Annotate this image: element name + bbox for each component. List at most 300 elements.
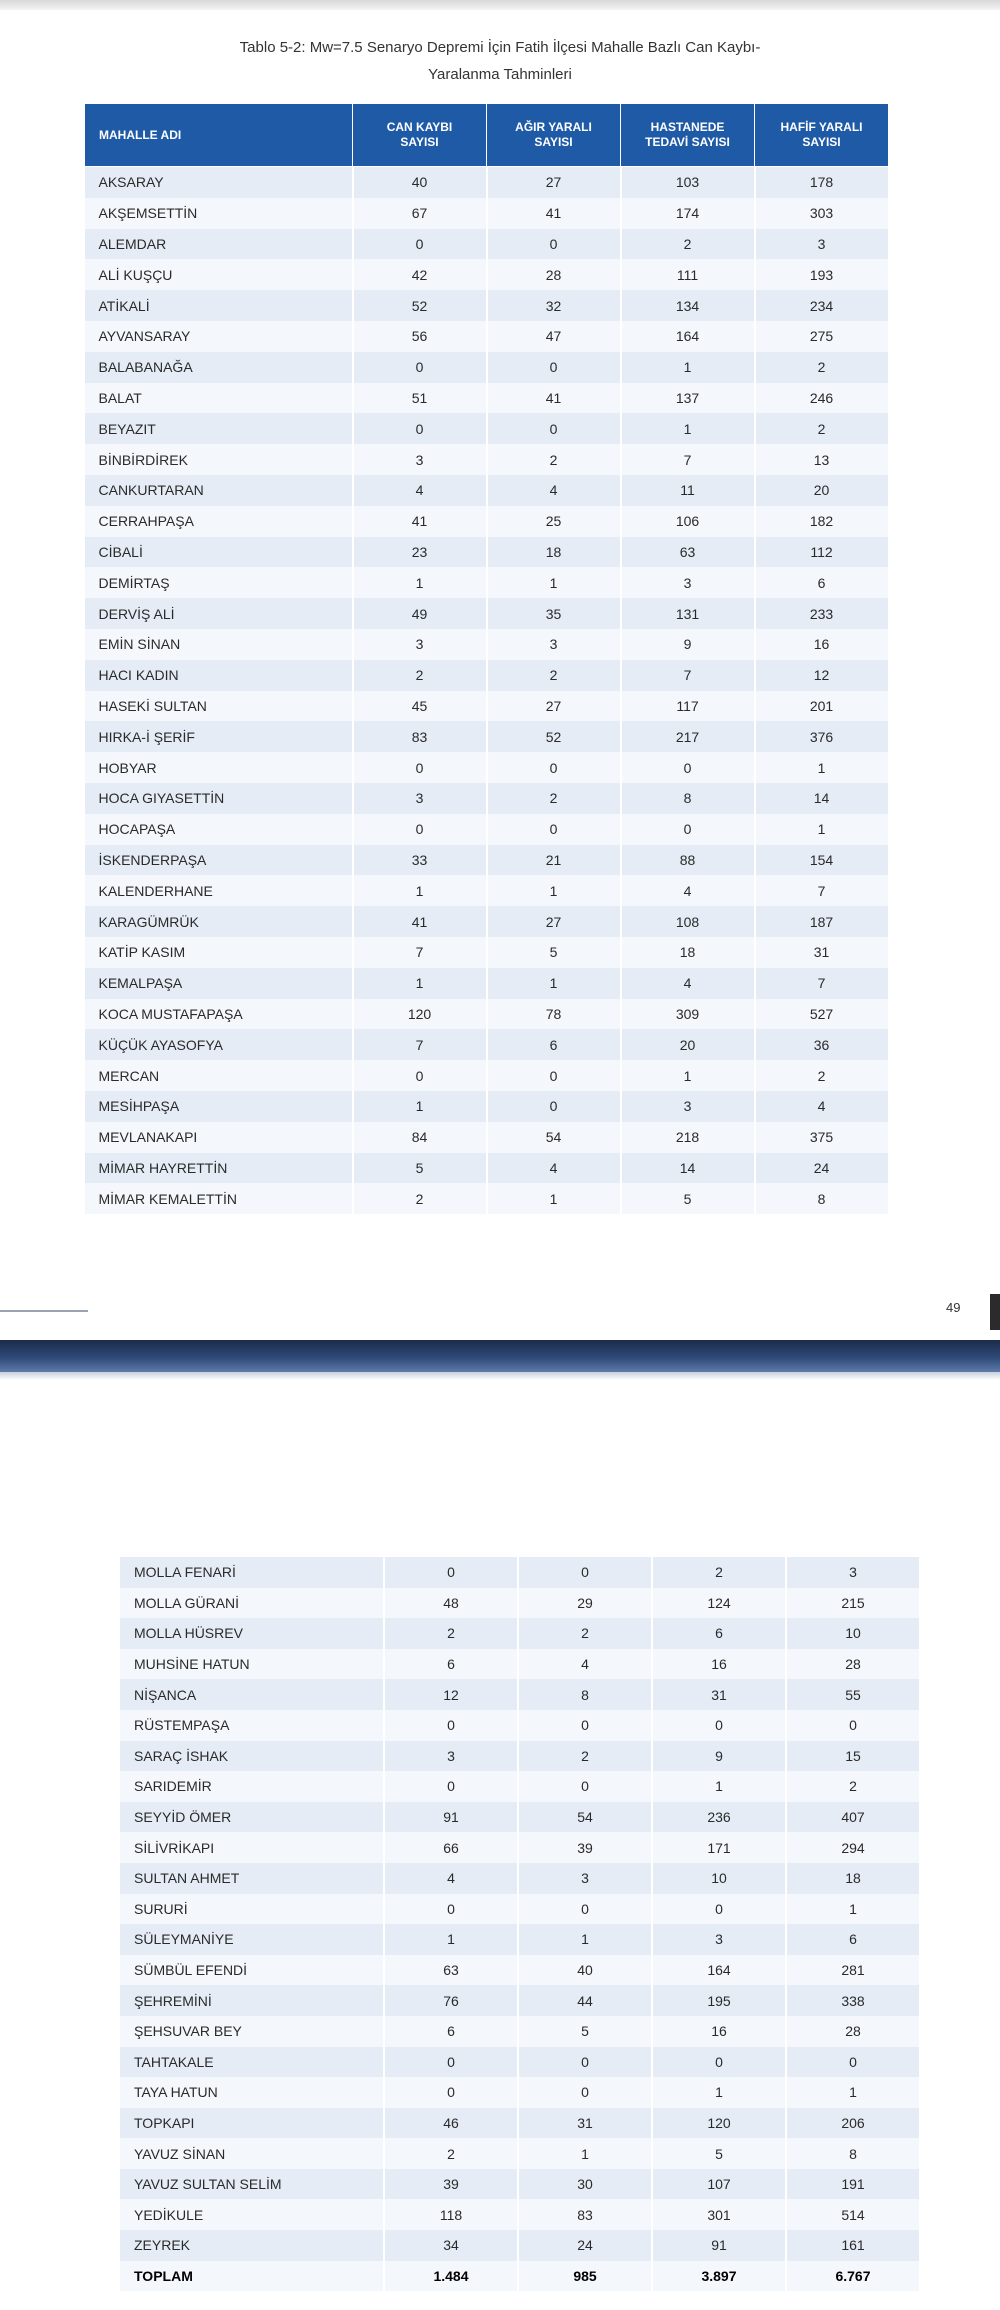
value-cell: 4 — [621, 968, 755, 999]
total-value-cell: 1.484 — [384, 2261, 518, 2292]
value-cell: 7 — [755, 875, 889, 906]
value-cell: 0 — [384, 2047, 518, 2078]
value-cell: 39 — [518, 1832, 652, 1863]
mahalle-name-cell: TAHTAKALE — [120, 2047, 384, 2078]
value-cell: 4 — [755, 1091, 889, 1122]
table-row — [85, 383, 889, 414]
caption-line-1: Tablo 5-2: Mw=7.5 Senaryo Depremi İçin Fatih İlçesi Mahalle Bazlı Can Kaybı- — [239, 39, 761, 56]
value-cell: 8 — [786, 2138, 920, 2169]
mahalle-name-cell: KALENDERHANE — [85, 875, 353, 906]
value-cell: 111 — [621, 259, 755, 290]
table-row — [85, 906, 889, 937]
mahalle-name-cell: KOCA MUSTAFAPAŞA — [85, 999, 353, 1030]
table-row — [120, 2230, 920, 2261]
value-cell: 51 — [353, 383, 487, 414]
value-cell: 3 — [384, 1741, 518, 1772]
value-cell: 0 — [487, 352, 621, 383]
value-cell: 3 — [353, 444, 487, 475]
value-cell: 120 — [353, 999, 487, 1030]
mahalle-name-cell: MİMAR KEMALETTİN — [85, 1183, 353, 1214]
mahalle-name-cell: MOLLA GÜRANİ — [120, 1588, 384, 1619]
value-cell: 3 — [353, 783, 487, 814]
value-cell: 5 — [621, 1183, 755, 1214]
value-cell: 54 — [487, 1122, 621, 1153]
value-cell: 5 — [487, 937, 621, 968]
value-cell: 0 — [621, 814, 755, 845]
column-header-mahalle-adi: MAHALLE ADI — [85, 104, 353, 167]
table-row — [120, 2108, 920, 2139]
mahalle-name-cell: MERCAN — [85, 1060, 353, 1091]
mahalle-name-cell: SÜMBÜL EFENDİ — [120, 1955, 384, 1986]
value-cell: 78 — [487, 999, 621, 1030]
value-cell: 15 — [786, 1741, 920, 1772]
table-row — [120, 1618, 920, 1649]
value-cell: 39 — [384, 2169, 518, 2200]
value-cell: 195 — [652, 1985, 786, 2016]
table-row — [85, 506, 889, 537]
value-cell: 218 — [621, 1122, 755, 1153]
value-cell: 10 — [786, 1618, 920, 1649]
value-cell: 3 — [487, 629, 621, 660]
value-cell: 375 — [755, 1122, 889, 1153]
value-cell: 2 — [518, 1618, 652, 1649]
table-row — [85, 1153, 889, 1184]
value-cell: 40 — [353, 167, 487, 198]
value-cell: 1 — [353, 1091, 487, 1122]
value-cell: 0 — [353, 752, 487, 783]
mahalle-name-cell: ALEMDAR — [85, 229, 353, 260]
value-cell: 178 — [755, 167, 889, 198]
value-cell: 164 — [621, 321, 755, 352]
value-cell: 52 — [353, 290, 487, 321]
value-cell: 5 — [353, 1153, 487, 1184]
table-row — [120, 2138, 920, 2169]
value-cell: 8 — [621, 783, 755, 814]
mahalle-name-cell: MOLLA HÜSREV — [120, 1618, 384, 1649]
value-cell: 84 — [353, 1122, 487, 1153]
value-cell: 30 — [518, 2169, 652, 2200]
value-cell: 12 — [384, 1679, 518, 1710]
value-cell: 2 — [755, 413, 889, 444]
value-cell: 4 — [487, 1153, 621, 1184]
value-cell: 1 — [755, 814, 889, 845]
table-row — [85, 1183, 889, 1214]
value-cell: 171 — [652, 1832, 786, 1863]
mahalle-name-cell: SEYYİD ÖMER — [120, 1802, 384, 1833]
mahalle-name-cell: SİLİVRİKAPI — [120, 1832, 384, 1863]
value-cell: 0 — [487, 814, 621, 845]
mahalle-name-cell: BİNBİRDİREK — [85, 444, 353, 475]
value-cell: 0 — [487, 1060, 621, 1091]
value-cell: 0 — [353, 1060, 487, 1091]
table-row — [120, 1741, 920, 1772]
value-cell: 246 — [755, 383, 889, 414]
value-cell: 1 — [621, 352, 755, 383]
value-cell: 1 — [755, 752, 889, 783]
mahalle-name-cell: HASEKİ SULTAN — [85, 691, 353, 722]
value-cell: 0 — [518, 1771, 652, 1802]
table-row — [85, 475, 889, 506]
value-cell: 182 — [755, 506, 889, 537]
value-cell: 2 — [353, 1183, 487, 1214]
mahalle-name-cell: ALİ KUŞÇU — [85, 259, 353, 290]
value-cell: 27 — [487, 167, 621, 198]
mahalle-name-cell: KARAGÜMRÜK — [85, 906, 353, 937]
value-cell: 3 — [518, 1863, 652, 1894]
value-cell: 46 — [384, 2108, 518, 2139]
value-cell: 7 — [621, 444, 755, 475]
mahalle-name-cell: NİŞANCA — [120, 1679, 384, 1710]
table-row — [120, 2169, 920, 2200]
mahalle-name-cell: ŞEHSUVAR BEY — [120, 2016, 384, 2047]
value-cell: 56 — [353, 321, 487, 352]
mahalle-name-cell: CERRAHPAŞA — [85, 506, 353, 537]
value-cell: 303 — [755, 198, 889, 229]
value-cell: 91 — [652, 2230, 786, 2261]
value-cell: 108 — [621, 906, 755, 937]
table-row — [85, 259, 889, 290]
value-cell: 1 — [353, 968, 487, 999]
table-row — [120, 1832, 920, 1863]
mahalle-name-cell: MOLLA FENARİ — [120, 1557, 384, 1588]
value-cell: 6 — [487, 1029, 621, 1060]
mahalle-name-cell: HIRKA-İ ŞERİF — [85, 721, 353, 752]
table-row — [120, 2016, 920, 2047]
value-cell: 215 — [786, 1588, 920, 1619]
mahalle-name-cell: HACI KADIN — [85, 660, 353, 691]
value-cell: 25 — [487, 506, 621, 537]
table-row — [85, 198, 889, 229]
value-cell: 20 — [755, 475, 889, 506]
value-cell: 0 — [487, 752, 621, 783]
value-cell: 28 — [786, 1649, 920, 1680]
value-cell: 120 — [652, 2108, 786, 2139]
value-cell: 0 — [518, 2077, 652, 2108]
mahalle-name-cell: EMİN SİNAN — [85, 629, 353, 660]
value-cell: 24 — [518, 2230, 652, 2261]
table-row — [120, 1863, 920, 1894]
value-cell: 0 — [384, 1710, 518, 1741]
value-cell: 1 — [487, 875, 621, 906]
value-cell: 31 — [652, 1679, 786, 1710]
value-cell: 174 — [621, 198, 755, 229]
total-value-cell: 985 — [518, 2261, 652, 2292]
value-cell: 164 — [652, 1955, 786, 1986]
value-cell: 294 — [786, 1832, 920, 1863]
mahalle-name-cell: SARIDEMİR — [120, 1771, 384, 1802]
table-row — [120, 2199, 920, 2230]
page-edge — [990, 1294, 1000, 1330]
total-value-cell: 3.897 — [652, 2261, 786, 2292]
caption-line-2: Yaralanma Tahminleri — [428, 66, 572, 83]
value-cell: 7 — [353, 1029, 487, 1060]
value-cell: 63 — [384, 1955, 518, 1986]
mahalle-name-cell: KÜÇÜK AYASOFYA — [85, 1029, 353, 1060]
total-label-cell: TOPLAM — [120, 2261, 384, 2292]
value-cell: 2 — [487, 444, 621, 475]
table-row — [85, 321, 889, 352]
value-cell: 0 — [652, 1710, 786, 1741]
page-divider-shadow — [0, 1372, 1000, 1380]
value-cell: 9 — [652, 1741, 786, 1772]
value-cell: 31 — [518, 2108, 652, 2139]
mahalle-name-cell: TAYA HATUN — [120, 2077, 384, 2108]
value-cell: 0 — [518, 1894, 652, 1925]
value-cell: 4 — [518, 1649, 652, 1680]
column-header-hafif-yarali: HAFİF YARALI SAYISI — [755, 104, 889, 167]
value-cell: 2 — [652, 1557, 786, 1588]
table-row — [120, 1955, 920, 1986]
mahalle-name-cell: HOBYAR — [85, 752, 353, 783]
value-cell: 83 — [353, 721, 487, 752]
value-cell: 2 — [487, 660, 621, 691]
value-cell: 16 — [652, 1649, 786, 1680]
value-cell: 6 — [384, 2016, 518, 2047]
column-header-hastanede-tedavi: HASTANEDE TEDAVİ SAYISI — [621, 104, 755, 167]
mahalle-name-cell: KEMALPAŞA — [85, 968, 353, 999]
value-cell: 161 — [786, 2230, 920, 2261]
value-cell: 0 — [384, 1771, 518, 1802]
value-cell: 0 — [652, 2047, 786, 2078]
mahalle-name-cell: İSKENDERPAŞA — [85, 845, 353, 876]
mahalle-name-cell: SULTAN AHMET — [120, 1863, 384, 1894]
table-row — [85, 1091, 889, 1122]
value-cell: 83 — [518, 2199, 652, 2230]
table-row — [85, 229, 889, 260]
value-cell: 275 — [755, 321, 889, 352]
value-cell: 12 — [755, 660, 889, 691]
value-cell: 18 — [786, 1863, 920, 1894]
value-cell: 4 — [353, 475, 487, 506]
value-cell: 407 — [786, 1802, 920, 1833]
mahalle-name-cell: AKŞEMSETTİN — [85, 198, 353, 229]
mahalle-name-cell: TOPKAPI — [120, 2108, 384, 2139]
value-cell: 0 — [487, 413, 621, 444]
value-cell: 2 — [384, 1618, 518, 1649]
table-row — [85, 413, 889, 444]
mahalle-name-cell: AYVANSARAY — [85, 321, 353, 352]
top-bezel — [0, 0, 1000, 10]
value-cell: 14 — [755, 783, 889, 814]
table-row — [85, 537, 889, 568]
mahalle-name-cell: SURURİ — [120, 1894, 384, 1925]
column-header-agir-yarali: AĞIR YARALI SAYISI — [487, 104, 621, 167]
table-row — [85, 691, 889, 722]
value-cell: 118 — [384, 2199, 518, 2230]
value-cell: 34 — [384, 2230, 518, 2261]
value-cell: 3 — [652, 1924, 786, 1955]
table-row — [85, 352, 889, 383]
footer-rule — [0, 1310, 88, 1312]
table-row — [85, 660, 889, 691]
mahalle-name-cell: MEVLANAKAPI — [85, 1122, 353, 1153]
page-divider — [0, 1340, 1000, 1372]
value-cell: 134 — [621, 290, 755, 321]
value-cell: 41 — [487, 383, 621, 414]
value-cell: 3 — [755, 229, 889, 260]
value-cell: 233 — [755, 598, 889, 629]
mahalle-name-cell: SARAÇ İSHAK — [120, 1741, 384, 1772]
value-cell: 2 — [755, 352, 889, 383]
value-cell: 47 — [487, 321, 621, 352]
value-cell: 18 — [621, 937, 755, 968]
value-cell: 45 — [353, 691, 487, 722]
value-cell: 11 — [621, 475, 755, 506]
table-row — [85, 629, 889, 660]
value-cell: 1 — [652, 1771, 786, 1802]
table-row — [85, 875, 889, 906]
mahalle-name-cell: ATİKALİ — [85, 290, 353, 321]
table-row — [120, 1649, 920, 1680]
value-cell: 52 — [487, 721, 621, 752]
table-row — [85, 1029, 889, 1060]
value-cell: 2 — [384, 2138, 518, 2169]
mahalle-name-cell: DEMİRTAŞ — [85, 567, 353, 598]
column-header-can-kaybi: CAN KAYBI SAYISI — [353, 104, 487, 167]
value-cell: 76 — [384, 1985, 518, 2016]
value-cell: 7 — [621, 660, 755, 691]
value-cell: 4 — [621, 875, 755, 906]
mahalle-name-cell: CANKURTARAN — [85, 475, 353, 506]
value-cell: 9 — [621, 629, 755, 660]
value-cell: 16 — [652, 2016, 786, 2047]
value-cell: 0 — [487, 1091, 621, 1122]
value-cell: 48 — [384, 1588, 518, 1619]
mahalle-name-cell: MESİHPAŞA — [85, 1091, 353, 1122]
mahalle-name-cell: MİMAR HAYRETTİN — [85, 1153, 353, 1184]
value-cell: 0 — [353, 814, 487, 845]
value-cell: 16 — [755, 629, 889, 660]
table-header-row — [85, 104, 889, 167]
value-cell: 2 — [786, 1771, 920, 1802]
total-row — [120, 2261, 920, 2292]
mahalle-name-cell: BEYAZIT — [85, 413, 353, 444]
value-cell: 0 — [353, 229, 487, 260]
value-cell: 24 — [755, 1153, 889, 1184]
value-cell: 3 — [786, 1557, 920, 1588]
value-cell: 338 — [786, 1985, 920, 2016]
value-cell: 36 — [755, 1029, 889, 1060]
value-cell: 0 — [353, 352, 487, 383]
value-cell: 281 — [786, 1955, 920, 1986]
table-row — [85, 999, 889, 1030]
mahalle-name-cell: HOCA GIYASETTİN — [85, 783, 353, 814]
value-cell: 154 — [755, 845, 889, 876]
value-cell: 0 — [384, 1894, 518, 1925]
value-cell: 106 — [621, 506, 755, 537]
value-cell: 1 — [518, 1924, 652, 1955]
value-cell: 49 — [353, 598, 487, 629]
table-row — [120, 1924, 920, 1955]
value-cell: 3 — [621, 567, 755, 598]
value-cell: 0 — [652, 1894, 786, 1925]
value-cell: 66 — [384, 1832, 518, 1863]
table-row — [120, 1985, 920, 2016]
value-cell: 1 — [786, 2077, 920, 2108]
mahalle-name-cell: MUHSİNE HATUN — [120, 1649, 384, 1680]
value-cell: 8 — [755, 1183, 889, 1214]
value-cell: 7 — [755, 968, 889, 999]
casualty-table-part-2 — [120, 1557, 921, 2291]
value-cell: 10 — [652, 1863, 786, 1894]
value-cell: 117 — [621, 691, 755, 722]
value-cell: 1 — [518, 2138, 652, 2169]
value-cell: 55 — [786, 1679, 920, 1710]
table-row — [120, 1710, 920, 1741]
value-cell: 376 — [755, 721, 889, 752]
value-cell: 31 — [755, 937, 889, 968]
table-row — [85, 290, 889, 321]
value-cell: 1 — [786, 1894, 920, 1925]
value-cell: 29 — [518, 1588, 652, 1619]
value-cell: 7 — [353, 937, 487, 968]
value-cell: 1 — [353, 567, 487, 598]
page-number: 49 — [946, 1300, 961, 1315]
value-cell: 13 — [755, 444, 889, 475]
value-cell: 2 — [353, 660, 487, 691]
value-cell: 44 — [518, 1985, 652, 2016]
mahalle-name-cell: HOCAPAŞA — [85, 814, 353, 845]
mahalle-name-cell: SÜLEYMANİYE — [120, 1924, 384, 1955]
value-cell: 41 — [353, 906, 487, 937]
value-cell: 234 — [755, 290, 889, 321]
value-cell: 4 — [384, 1863, 518, 1894]
value-cell: 1 — [487, 968, 621, 999]
table-row — [85, 1060, 889, 1091]
value-cell: 41 — [353, 506, 487, 537]
value-cell: 0 — [384, 1557, 518, 1588]
table-row — [120, 1557, 920, 1588]
value-cell: 18 — [487, 537, 621, 568]
table-row — [85, 968, 889, 999]
value-cell: 6 — [652, 1618, 786, 1649]
value-cell: 217 — [621, 721, 755, 752]
table-row — [85, 752, 889, 783]
value-cell: 21 — [487, 845, 621, 876]
value-cell: 0 — [384, 2077, 518, 2108]
value-cell: 3 — [621, 1091, 755, 1122]
value-cell: 2 — [518, 1741, 652, 1772]
table-row — [85, 937, 889, 968]
value-cell: 8 — [518, 1679, 652, 1710]
table-row — [85, 1122, 889, 1153]
value-cell: 5 — [652, 2138, 786, 2169]
value-cell: 6 — [384, 1649, 518, 1680]
table-row — [120, 1588, 920, 1619]
value-cell: 27 — [487, 906, 621, 937]
table-row — [85, 598, 889, 629]
value-cell: 527 — [755, 999, 889, 1030]
value-cell: 42 — [353, 259, 487, 290]
table-row — [85, 721, 889, 752]
value-cell: 28 — [487, 259, 621, 290]
table-row — [85, 567, 889, 598]
value-cell: 33 — [353, 845, 487, 876]
value-cell: 0 — [786, 1710, 920, 1741]
value-cell: 54 — [518, 1802, 652, 1833]
value-cell: 0 — [353, 413, 487, 444]
mahalle-name-cell: DERVİŞ ALİ — [85, 598, 353, 629]
value-cell: 0 — [487, 229, 621, 260]
value-cell: 187 — [755, 906, 889, 937]
value-cell: 201 — [755, 691, 889, 722]
value-cell: 27 — [487, 691, 621, 722]
value-cell: 131 — [621, 598, 755, 629]
value-cell: 1 — [621, 413, 755, 444]
table-row — [85, 814, 889, 845]
value-cell: 107 — [652, 2169, 786, 2200]
value-cell: 112 — [755, 537, 889, 568]
